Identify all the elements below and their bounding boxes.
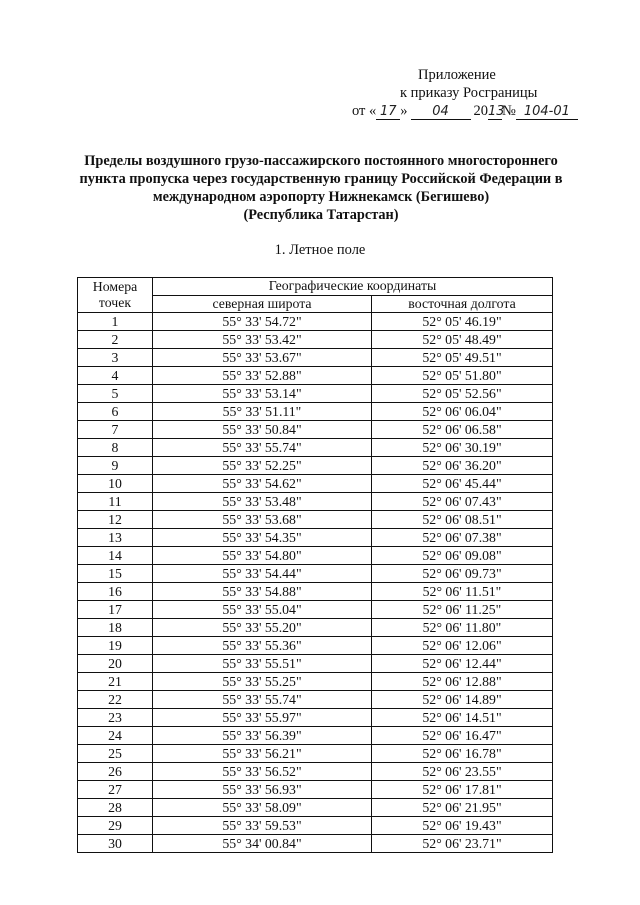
longitude-cell: 52° 06' 09.08" [372, 547, 553, 565]
latitude-cell: 55° 33' 54.88" [153, 583, 372, 601]
table-row [78, 763, 553, 781]
table-row [78, 529, 553, 547]
title-line-4: (Республика Татарстан) [243, 207, 399, 223]
longitude-cell: 52° 06' 12.88" [372, 673, 553, 691]
longitude-cell: 52° 06' 06.58" [372, 421, 553, 439]
latitude-cell: 55° 33' 53.14" [153, 385, 372, 403]
table-row [78, 817, 553, 835]
longitude-cell: 52° 06' 07.43" [372, 493, 553, 511]
longitude-cell: 52° 06' 07.38" [372, 529, 553, 547]
longitude-cell: 52° 06' 11.51" [372, 583, 553, 601]
longitude-cell: 52° 06' 16.78" [372, 745, 553, 763]
longitude-cell: 52° 06' 09.73" [372, 565, 553, 583]
latitude-cell: 55° 33' 55.74" [153, 439, 372, 457]
point-number-cell: 19 [78, 637, 153, 655]
longitude-cell: 52° 06' 12.06" [372, 637, 553, 655]
point-number-cell: 6 [78, 403, 153, 421]
point-number-cell: 15 [78, 565, 153, 583]
latitude-cell: 55° 33' 54.35" [153, 529, 372, 547]
latitude-cell: 55° 33' 58.09" [153, 799, 372, 817]
number-sign: № [502, 103, 516, 119]
latitude-cell: 55° 33' 59.53" [153, 817, 372, 835]
table-row [78, 493, 553, 511]
latitude-cell: 55° 33' 56.52" [153, 763, 372, 781]
title-line-1: Пределы воздушного грузо-пассажирского постоянного многостороннего [84, 153, 558, 169]
table-row [78, 349, 553, 367]
latitude-cell: 55° 33' 56.21" [153, 745, 372, 763]
handwritten-order-number: 104-01 [516, 104, 578, 120]
header-geo-coordinates: Географические координаты [153, 278, 553, 296]
longitude-cell: 52° 06' 17.81" [372, 781, 553, 799]
longitude-cell: 52° 06' 08.51" [372, 511, 553, 529]
latitude-cell: 55° 33' 55.36" [153, 637, 372, 655]
longitude-cell: 52° 05' 48.49" [372, 331, 553, 349]
point-number-cell: 25 [78, 745, 153, 763]
table-row [78, 583, 553, 601]
table-row [78, 601, 553, 619]
point-number-cell: 12 [78, 511, 153, 529]
point-number-cell: 17 [78, 601, 153, 619]
point-number-cell: 9 [78, 457, 153, 475]
point-number-cell: 1 [78, 313, 153, 331]
latitude-cell: 55° 33' 53.42" [153, 331, 372, 349]
latitude-cell: 55° 33' 53.67" [153, 349, 372, 367]
table-row [78, 709, 553, 727]
latitude-cell: 55° 34' 00.84" [153, 835, 372, 853]
table-row [78, 457, 553, 475]
latitude-cell: 55° 33' 50.84" [153, 421, 372, 439]
header-latitude: северная широта [153, 295, 372, 313]
table-row [78, 331, 553, 349]
point-number-cell: 24 [78, 727, 153, 745]
latitude-cell: 55° 33' 55.04" [153, 601, 372, 619]
appendix-block [352, 66, 612, 120]
latitude-cell: 55° 33' 53.48" [153, 493, 372, 511]
longitude-cell: 52° 06' 23.55" [372, 763, 553, 781]
latitude-cell: 55° 33' 53.68" [153, 511, 372, 529]
longitude-cell: 52° 06' 45.44" [372, 475, 553, 493]
table-row [78, 475, 553, 493]
longitude-cell: 52° 06' 16.47" [372, 727, 553, 745]
longitude-cell: 52° 06' 14.89" [372, 691, 553, 709]
latitude-cell: 55° 33' 54.44" [153, 565, 372, 583]
latitude-cell: 55° 33' 55.97" [153, 709, 372, 727]
point-number-cell: 21 [78, 673, 153, 691]
title-line-2: пункта пропуска через государственную границу Российской Федерации в [79, 171, 563, 187]
table-row [78, 727, 553, 745]
longitude-cell: 52° 06' 21.95" [372, 799, 553, 817]
longitude-cell: 52° 05' 49.51" [372, 349, 553, 367]
table-row [78, 511, 553, 529]
point-number-cell: 16 [78, 583, 153, 601]
table-row [78, 403, 553, 421]
point-number-cell: 18 [78, 619, 153, 637]
point-number-cell: 27 [78, 781, 153, 799]
longitude-cell: 52° 05' 51.80" [372, 367, 553, 385]
latitude-cell: 55° 33' 55.74" [153, 691, 372, 709]
latitude-cell: 55° 33' 56.39" [153, 727, 372, 745]
point-number-cell: 13 [78, 529, 153, 547]
latitude-cell: 55° 33' 52.25" [153, 457, 372, 475]
header-longitude: восточная долгота [372, 295, 553, 313]
longitude-cell: 52° 06' 14.51" [372, 709, 553, 727]
header-points: Номера точек [78, 278, 153, 313]
latitude-cell: 55° 33' 55.20" [153, 619, 372, 637]
handwritten-day: 17 [376, 104, 400, 120]
table-row [78, 439, 553, 457]
latitude-cell: 55° 33' 54.80" [153, 547, 372, 565]
coordinates-body [78, 313, 553, 853]
longitude-cell: 52° 06' 30.19" [372, 439, 553, 457]
point-number-cell: 22 [78, 691, 153, 709]
latitude-cell: 55° 33' 52.88" [153, 367, 372, 385]
point-number-cell: 11 [78, 493, 153, 511]
from-label: от [352, 103, 366, 119]
table-row [78, 385, 553, 403]
appendix-heading: Приложение [418, 67, 496, 83]
latitude-cell: 55° 33' 56.93" [153, 781, 372, 799]
longitude-cell: 52° 05' 46.19" [372, 313, 553, 331]
longitude-cell: 52° 06' 36.20" [372, 457, 553, 475]
point-number-cell: 29 [78, 817, 153, 835]
latitude-cell: 55° 33' 51.11" [153, 403, 372, 421]
point-number-cell: 7 [78, 421, 153, 439]
table-row [78, 673, 553, 691]
longitude-cell: 52° 06' 12.44" [372, 655, 553, 673]
longitude-cell: 52° 06' 19.43" [372, 817, 553, 835]
table-row [78, 745, 553, 763]
table-row [78, 421, 553, 439]
longitude-cell: 52° 06' 11.25" [372, 601, 553, 619]
appendix-date-number [352, 102, 612, 120]
point-number-cell: 23 [78, 709, 153, 727]
longitude-cell: 52° 05' 52.56" [372, 385, 553, 403]
point-number-cell: 10 [78, 475, 153, 493]
quote-open: « [369, 103, 377, 119]
document-title [56, 152, 586, 224]
point-number-cell: 14 [78, 547, 153, 565]
table-row [78, 367, 553, 385]
section-title: 1. Летное поле [274, 242, 366, 258]
appendix-order-reference: к приказу Росграницы [400, 85, 538, 101]
latitude-cell: 55° 33' 54.62" [153, 475, 372, 493]
longitude-cell: 52° 06' 06.04" [372, 403, 553, 421]
table-row [78, 781, 553, 799]
handwritten-year: 13 [488, 104, 505, 119]
point-number-cell: 20 [78, 655, 153, 673]
table-row [78, 637, 553, 655]
point-number-cell: 2 [78, 331, 153, 349]
latitude-cell: 55° 33' 54.72" [153, 313, 372, 331]
title-line-3: международном аэропорту Нижнекамск (Бегишево) [152, 189, 490, 205]
table-row [78, 619, 553, 637]
longitude-cell: 52° 06' 11.80" [372, 619, 553, 637]
table-row [78, 655, 553, 673]
latitude-cell: 55° 33' 55.51" [153, 655, 372, 673]
table-row [78, 313, 553, 331]
quote-close: » [400, 103, 408, 119]
latitude-cell: 55° 33' 55.25" [153, 673, 372, 691]
table-row [78, 547, 553, 565]
year-prefix: 20 [473, 103, 489, 119]
point-number-cell: 30 [78, 835, 153, 853]
coordinates-table [77, 277, 553, 853]
handwritten-month: 04 [411, 104, 471, 120]
table-row [78, 799, 553, 817]
point-number-cell: 3 [78, 349, 153, 367]
table-row [78, 691, 553, 709]
point-number-cell: 28 [78, 799, 153, 817]
table-row [78, 565, 553, 583]
point-number-cell: 26 [78, 763, 153, 781]
longitude-cell: 52° 06' 23.71" [372, 835, 553, 853]
point-number-cell: 8 [78, 439, 153, 457]
point-number-cell: 4 [78, 367, 153, 385]
point-number-cell: 5 [78, 385, 153, 403]
table-row [78, 835, 553, 853]
